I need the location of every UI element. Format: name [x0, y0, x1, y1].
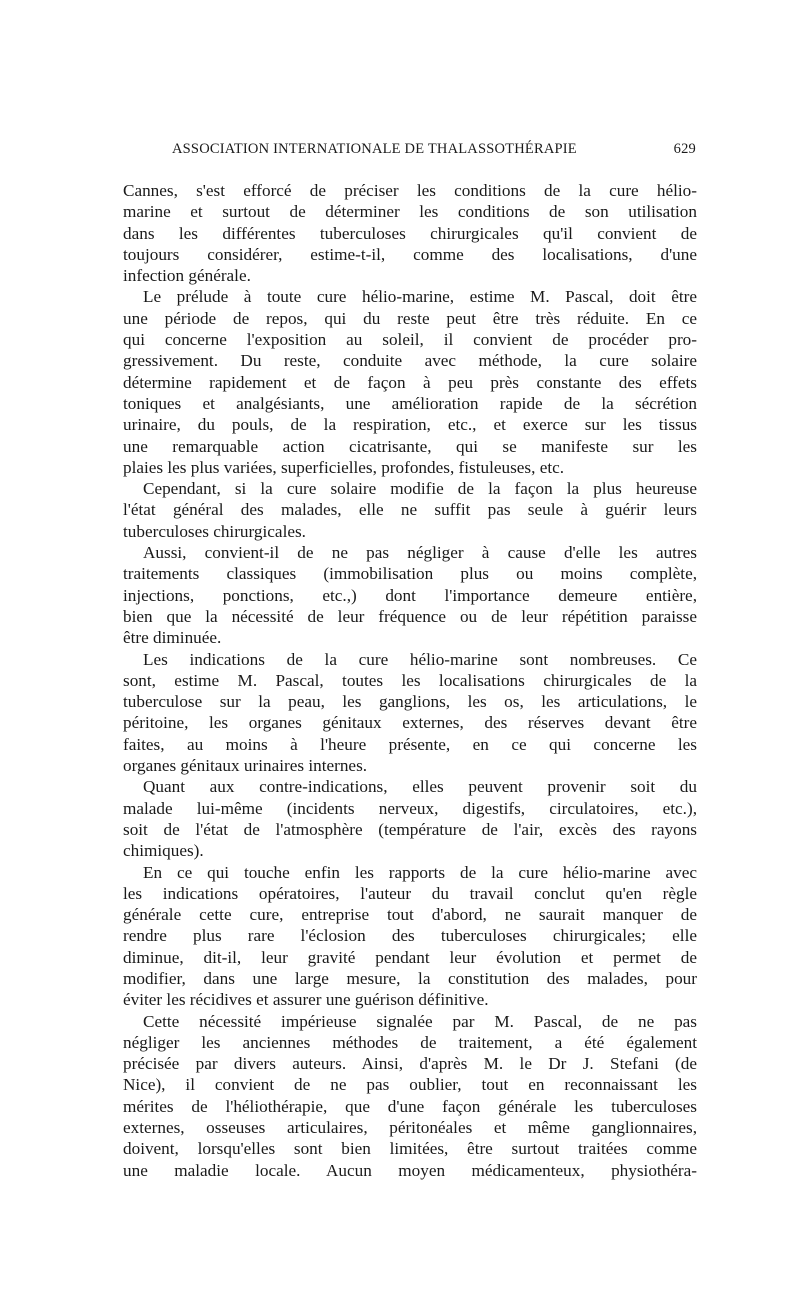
text-line: Quant aux contre-indications, elles peuvent provenir soit du	[143, 777, 697, 797]
text-line: une période de repos, qui du reste peut être très réduite. En ce	[123, 308, 697, 328]
page-number: 629	[673, 141, 696, 157]
text-line: En ce qui touche enfin les rapports de la cure hélio-marine avec	[143, 862, 697, 882]
text-line: injections, ponctions, etc.,) dont l'importance demeure entière,	[123, 585, 697, 605]
text-line: les indications opératoires, l'auteur du travail conclut qu'en règle	[123, 883, 697, 903]
text-line: malade lui-même (incidents nerveux, digestifs, circulatoires, etc.),	[123, 798, 697, 818]
text-line: tuberculose sur la peau, les ganglions, les os, les articulations, le	[123, 692, 697, 712]
text-line: une remarquable action cicatrisante, qui se manifeste sur les	[123, 436, 697, 456]
text-line: modifier, dans une large mesure, la constitution des malades, pour	[123, 968, 697, 988]
text-line: négliger les anciennes méthodes de traitement, a été également	[123, 1032, 697, 1052]
text-line: tuberculoses chirurgicales.	[123, 521, 306, 541]
text-line: qui concerne l'exposition au soleil, il convient de procéder pro-	[123, 330, 697, 350]
text-line: organes génitaux urinaires internes.	[123, 756, 368, 776]
text-line: infection générale.	[123, 266, 251, 286]
text-line: l'état général des malades, elle ne suffit pas seule à guérir leurs	[123, 500, 697, 520]
text-line: péritoine, les organes génitaux externes, des réserves devant être	[123, 713, 697, 733]
text-line: Nice), il convient de ne pas oublier, tout en reconnaissant les	[123, 1075, 697, 1095]
text-line: externes, osseuses articulaires, péritonéales et même ganglionnaires,	[123, 1118, 697, 1138]
body-text	[123, 180, 697, 1181]
text-line: une maladie locale. Aucun moyen médicamenteux, physiothéra-	[123, 1160, 697, 1180]
text-line: plaies les plus variées, superficielles, profondes, fistuleuses, etc.	[123, 457, 565, 477]
text-line: Les indications de la cure hélio-marine sont nombreuses. Ce	[143, 649, 697, 669]
text-line: être diminuée.	[123, 628, 222, 648]
text-line: marine et surtout de déterminer les conditions de son utilisation	[123, 202, 697, 222]
text-line: faites, au moins à l'heure présente, en ce qui concerne les	[123, 734, 697, 754]
text-line: Le prélude à toute cure hélio-marine, estime M. Pascal, doit être	[143, 287, 697, 307]
text-line: rendre plus rare l'éclosion des tuberculoses chirurgicales; elle	[123, 926, 697, 946]
text-line: précisée par divers auteurs. Ainsi, d'après M. le Dr J. Stefani (de	[123, 1054, 697, 1074]
text-line: Cannes, s'est efforcé de préciser les conditions de la cure hélio-	[123, 181, 697, 200]
text-line: doivent, lorsqu'elles sont bien limitées, être surtout traitées comme	[123, 1139, 697, 1159]
text-line: détermine rapidement et de façon à peu près constante des effets	[123, 372, 697, 392]
text-line: urinaire, du pouls, de la respiration, etc., et exerce sur les tissus	[123, 415, 697, 435]
text-line: toniques et analgésiants, une amélioration rapide de la sécrétion	[123, 393, 697, 413]
text-line: Aussi, convient-il de ne pas négliger à cause d'elle les autres	[143, 543, 697, 563]
text-line: chimiques).	[123, 841, 204, 861]
text-line: Cette nécessité impérieuse signalée par M. Pascal, de ne pas	[143, 1011, 697, 1031]
text-line: soit de l'état de l'atmosphère (température de l'air, excès des rayons	[123, 819, 697, 839]
text-line: Cependant, si la cure solaire modifie de la façon la plus heureuse	[143, 479, 697, 499]
text-line: diminue, dit-il, leur gravité pendant leur évolution et permet de	[123, 947, 697, 967]
text-line: mérites de l'héliothérapie, que d'une façon générale les tuberculoses	[123, 1096, 697, 1116]
running-title: ASSOCIATION INTERNATIONALE DE THALASSOTHÉRAPIE	[172, 141, 577, 157]
text-line: générale cette cure, entreprise tout d'abord, ne saurait manquer de	[123, 905, 697, 925]
text-line: gressivement. Du reste, conduite avec méthode, la cure solaire	[123, 351, 697, 371]
text-line: traitements classiques (immobilisation plus ou moins complète,	[123, 564, 697, 584]
text-line: sont, estime M. Pascal, toutes les localisations chirurgicales de la	[123, 670, 697, 690]
text-line: dans les différentes tuberculoses chirurgicales qu'il convient de	[123, 223, 697, 243]
text-line: éviter les récidives et assurer une guérison définitive.	[123, 990, 489, 1010]
text-line: toujours considérer, estime-t-il, comme des localisations, d'une	[123, 244, 697, 264]
text-line: bien que la nécessité de leur fréquence ou de leur répétition paraisse	[123, 606, 697, 626]
